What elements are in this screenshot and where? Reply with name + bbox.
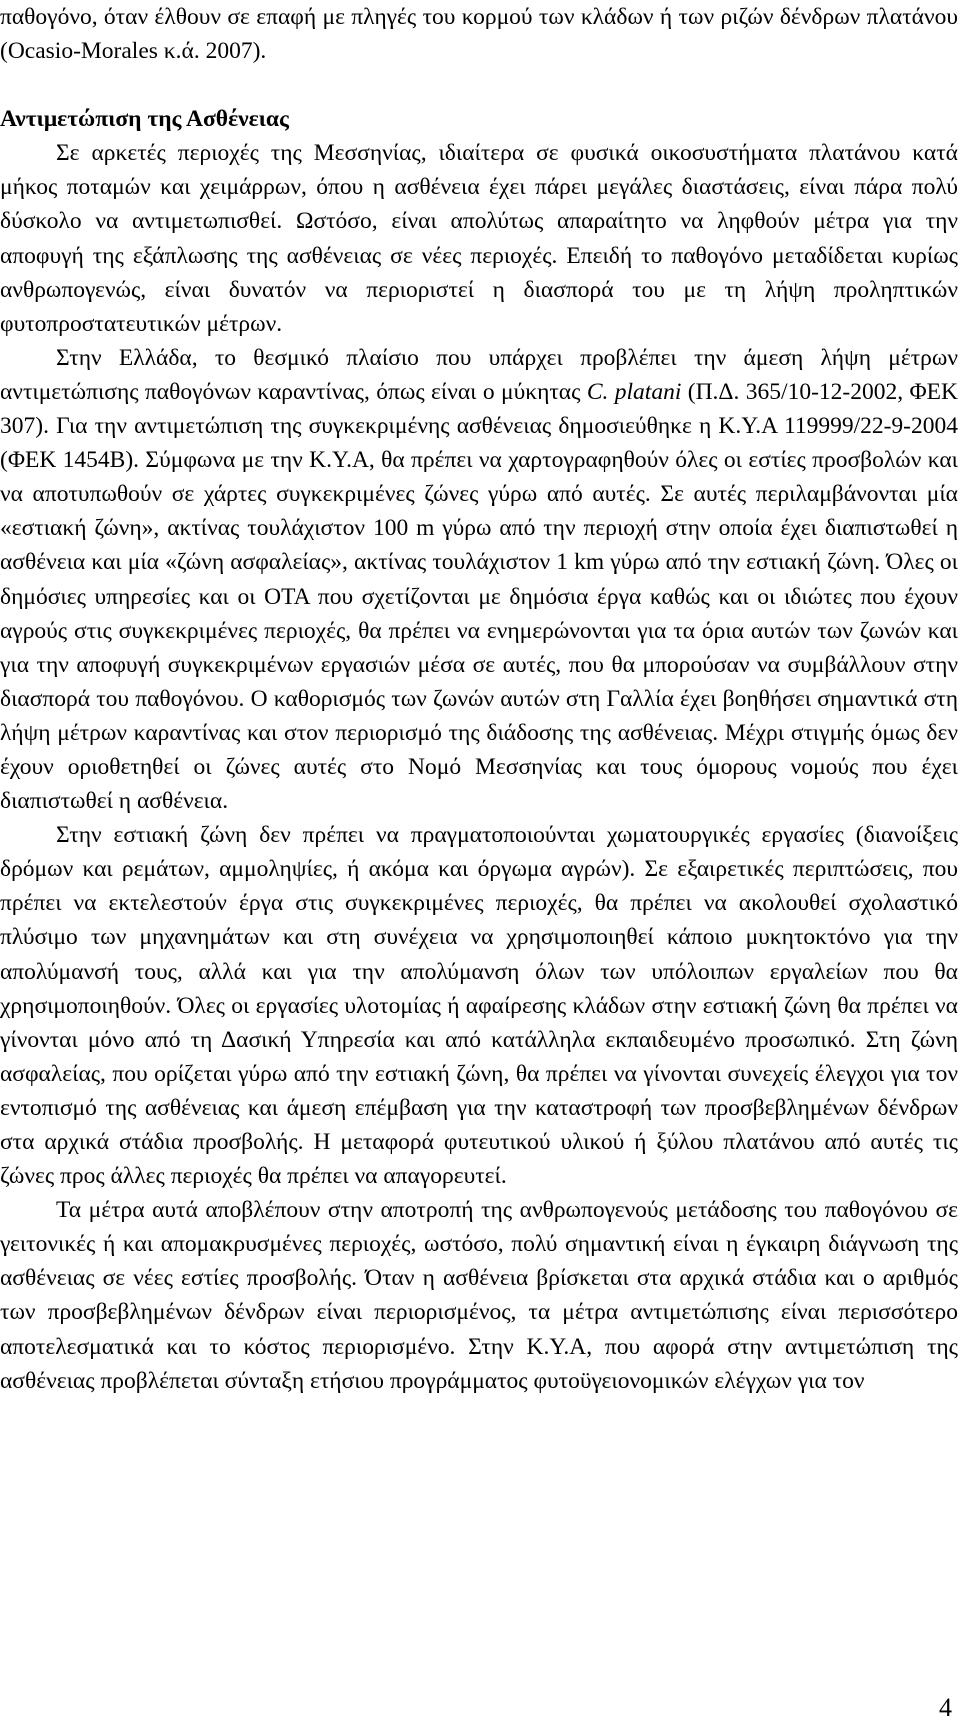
paragraph-3: Στην εστιακή ζώνη δεν πρέπει να πραγματοποιούνται χωματουργικές εργασίες (διανοίξεις δρόμων και ρεμάτων, αμμοληψίες, ή ακόμα και όργωμα αγρών). Σε εξαιρετικές περιπτώσεις, που πρέπει να εκτελεστούν έργα στις συγκεκριμένες περιοχές, θα πρέπει να ακολουθεί σχολαστικό πλύσιμο των μηχανημάτων και στη συνέχεια να χρησιμοποιηθεί κάποιο μυκητοκτόνο για την απολύμανσή τους, αλλά και για την απολύμανση όλων των υπόλοιπων εργαλείων που θα χρησιμοποιηθούν. Όλες οι εργασίες υλοτομίας ή αφαίρεσης κλάδων στην εστιακή ζώνη θα πρέπει να γίνονται μόνο από τη Δασική Υπηρεσία και από κατάλληλα εκπαιδευμένο προσωπικό. Στη ζώνη ασφαλείας, που ορίζεται γύρω από την εστιακή ζώνη, θα πρέπει να γίνονται συνεχείς έλεγχοι για τον εντοπισμό της ασθένειας και άμεση επέμβαση για την καταστροφή των προσβεβλημένων δένδρων στα αρχικά στάδια προσβολής. Η μεταφορά φυτευτικού υλικού ή ξύλου πλατάνου από αυτές τις ζώνες προς άλλες περιοχές θα πρέπει να απαγορευτεί. <box>0 822 958 1190</box>
paragraph-continuation: παθογόνο, όταν έλθουν σε επαφή με πληγές του κορμού των κλάδων ή των ριζών δένδρων πλατάνου (Ocasio-Morales κ.ά. 2007). <box>0 4 958 65</box>
page-number: 4 <box>939 1693 952 1722</box>
paragraph-2-text-a: Στην Ελλάδα, το θεσμικό πλαίσιο που υπάρχει προβλέπει την άμεση λήψη μέτρων αντιμετώπισης παθογόνων καραντίνας, όπως είναι ο μύκητας <box>0 344 958 405</box>
section-heading: Αντιμετώπιση της Ασθένειας <box>0 106 289 133</box>
paragraph-1: Σε αρκετές περιοχές της Μεσσηνίας, ιδιαίτερα σε φυσικά οικοσυστήματα πλατάνου κατά μήκος ποταμών και χειμάρρων, όπου η ασθένεια έχει πάρει μεγάλες διαστάσεις, είναι πάρα πολύ δύσκολο να αντιμετωπισθεί. Ωστόσο, είναι απολύτως απαραίτητο να ληφθούν μέτρα για την αποφυγή της εξάπλωσης της ασθένειας σε νέες περιοχές. Επειδή το παθογόνο μεταδίδεται κυρίως ανθρωπογενώς, είναι δυνατόν να περιοριστεί η διασπορά του με τη λήψη προληπτικών φυτοπροστατευτικών μέτρων. <box>0 140 958 337</box>
paragraph-2 <box>0 341 958 818</box>
paragraph-4: Τα μέτρα αυτά αποβλέπουν στην αποτροπή της ανθρωπογενούς μετάδοσης του παθογόνου σε γειτονικές ή και απομακρυσμένες περιοχές, ωστόσο, πολύ σημαντική είναι η έγκαιρη διάγνωση της ασθένειας σε νέες εστίες προσβολής. Όταν η ασθένεια βρίσκεται στα αρχικά στάδια και ο αριθμός των προσβεβλημένων δένδρων είναι περιορισμένος, τα μέτρα αντιμετώπισης είναι περισσότερο αποτελεσματικά και το κόστος περιορισμένο. Στην Κ.Υ.Α, που αφορά στην αντιμετώπιση της ασθένειας προβλέπεται σύνταξη ετήσιου προγράμματος φυτοϋγειονομικών ελέγχων για τον <box>0 1197 958 1394</box>
paragraph-2-text-b: (Π.Δ. 365/10-12-2002, ΦΕΚ 307). Για την αντιμετώπιση της συγκεκριμένης ασθένειας δημοσιεύθηκε η Κ.Υ.Α 119999/22-9-2004 (ΦΕΚ 1454Β). Σύμφωνα με την Κ.Υ.Α, θα πρέπει να χαρτογραφηθούν όλες οι εστίες προσβολών και να αποτυπωθούν σε χάρτες συγκεκριμένες ζώνες γύρω από αυτές. Σε αυτές περιλαμβάνονται μία «εστιακή ζώνη», ακτίνας τουλάχιστον 100 m γύρω από την περιοχή στην οποία έχει διαπιστωθεί η ασθένεια και μία «ζώνη ασφαλείας», ακτίνας τουλάχιστον 1 km γύρω από την εστιακή ζώνη. Όλες οι δημόσιες υπηρεσίες και οι ΟΤΑ που σχετίζονται με δημόσια έργα καθώς και οι ιδιώτες που έχουν αγρούς στις συγκεκριμένες περιοχές, θα πρέπει να ενημερώνονται για τα όρια αυτών των ζωνών και για την αποφυγή συγκεκριμένων εργασιών μέσα σε αυτές, που θα μπορούσαν να συμβάλλουν στην διασπορά του παθογόνου. Ο καθορισμός των ζωνών αυτών στη Γαλλία έχει βοηθήσει σημαντικά στη λήψη μέτρων καραντίνας και στον περιορισμό της διάδοσης της ασθένειας. Μέχρι στιγμής όμως δεν έχουν οριοθετηθεί οι ζώνες αυτές στο Νομό Μεσσηνίας και τους όμορους νομούς που έχει διαπιστωθεί η ασθένεια. <box>0 378 958 815</box>
species-name: C. platani <box>586 378 682 405</box>
